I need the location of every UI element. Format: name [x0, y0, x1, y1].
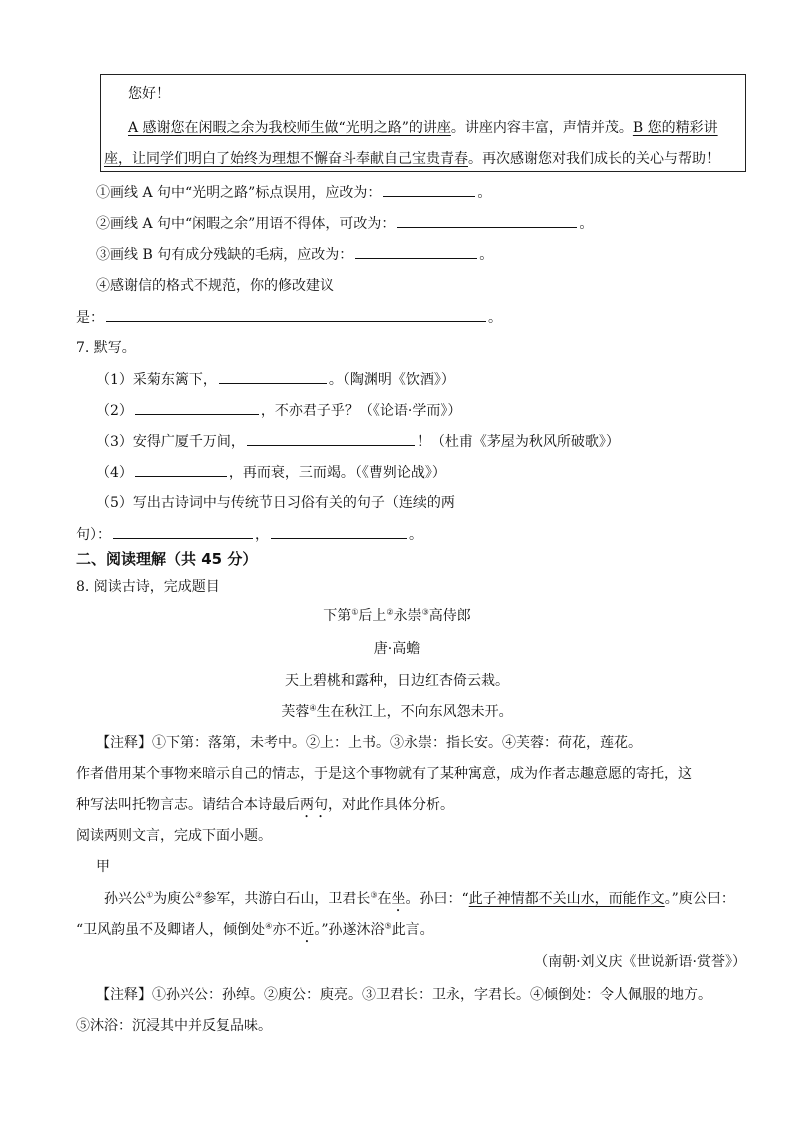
q6-sub1: [96, 182, 491, 203]
note-marker: ④: [309, 703, 317, 713]
prose-text: 孙兴公: [104, 891, 146, 907]
poem-title-part: 后上: [358, 608, 387, 624]
answer-blank[interactable]: [355, 244, 477, 259]
q7-title: 7. 默写。: [76, 340, 136, 356]
q7-item5: （5）写出古诗词中与传统节日习俗有关的句子（连续的两: [96, 495, 455, 511]
period: 。: [488, 310, 502, 326]
prose-text: 亦不: [272, 922, 301, 938]
prose-text: 为庾公: [153, 891, 196, 907]
q7-item5-cont: [76, 524, 423, 545]
note-marker: ②: [386, 607, 394, 617]
period: 。: [579, 216, 594, 232]
q7-item5-label: 句）：: [76, 527, 111, 543]
q7-item3-text: （3）安得广厦千万间，: [96, 434, 245, 450]
prose-line-1: [104, 889, 735, 915]
note-marker: ③: [421, 607, 429, 617]
period: 。: [409, 527, 423, 543]
q7-item1-text: （1）采菊东篱下，: [96, 372, 217, 388]
q7-item1-source: 。（陶渊明《饮酒》）: [328, 372, 455, 388]
answer-blank[interactable]: [397, 213, 577, 228]
prose-text: 。孙曰：“: [405, 891, 469, 907]
emphasis-text: 坐: [391, 891, 406, 907]
q7-item2: [96, 400, 461, 421]
answer-blank[interactable]: [383, 182, 475, 197]
answer-blank[interactable]: [135, 462, 227, 477]
poem-title-part: 永崇: [393, 608, 422, 624]
q6-sub3-text: ③画线 B 句有成分残缺的毛病，应改为：: [96, 247, 354, 263]
prose-text: “卫风韵虽不及卿诸人，倾倒处: [76, 922, 266, 938]
q7-item2-num: （2）: [96, 403, 133, 419]
q6-sub1-text: ①画线 A 句中“光明之路”标点误用，应改为：: [96, 185, 382, 201]
emphasis-text: 近: [300, 922, 315, 938]
prose-text: 参军，共游白石山，卫君长: [202, 891, 371, 907]
prose-line-2: [76, 920, 434, 946]
sentence-b-part2: 座，让同学们明白了始终为理想不懈奋斗奉献自己宝贵青春: [104, 151, 468, 167]
q6-sub4-cont: [76, 307, 502, 328]
q7-item1: [96, 369, 455, 390]
section-title: 二、阅读理解（共 45 分）: [76, 550, 258, 568]
q6-sub2: [96, 213, 593, 234]
poem-line-1: 天上碧桃和露种，日边红杏倚云栽。: [285, 673, 509, 689]
q6-sub4: ④感谢信的格式不规范，你的修改建议: [96, 278, 334, 294]
prose-text: 此言。: [391, 922, 434, 938]
answer-blank[interactable]: [219, 369, 327, 384]
poem-line-2: [0, 702, 794, 722]
answer-blank[interactable]: [271, 524, 407, 539]
answer-blank[interactable]: [135, 400, 259, 415]
q7-item3-source: ！（杜甫《茅屋为秋风所破歌》）: [416, 434, 620, 450]
q7-item2-text: ，不亦君子乎？（《论语·学而》）: [260, 403, 462, 419]
q7-item4-text: ，再而衰，三而竭。（《曹刿论战》）: [228, 465, 446, 481]
prose-text: 在: [377, 891, 392, 907]
letter-text: 。再次感谢您对我们成长的关心与帮助！: [468, 151, 720, 167]
prose-notes-1: 【注释】①孙兴公：孙绰。②庾公：庾亮。③卫君长：卫永，字君长。④倾倒处：令人佩服的地方。: [96, 987, 712, 1003]
note-marker: ①: [146, 890, 154, 900]
period: 。: [477, 185, 492, 201]
q8-question-1: 作者借用某个事物来暗示自己的情志，于是这个事物就有了某种寓意，成为作者志趣意愿的寄托，这: [76, 766, 692, 782]
prose-label-jia: 甲: [96, 859, 110, 875]
sentence-a-part1: A 感谢您在闲暇之余为我校师生做“光明之路”的讲座: [128, 120, 451, 136]
poem-author: 唐·高蟾: [373, 641, 421, 657]
letter-greeting: 您好！: [128, 86, 170, 102]
prose-intro: 阅读两则文言，完成下面小题。: [76, 828, 272, 844]
q7-item3: [96, 431, 620, 452]
q6-sub2-text: ②画线 A 句中“闲暇之余”用语不得体，可改为：: [96, 216, 396, 232]
sentence-b-part1: B 您的精彩讲: [632, 120, 718, 136]
letter-text: 。讲座内容丰富，声情并茂。: [450, 120, 633, 136]
letter-line-1: [128, 118, 718, 138]
prose-notes-2: ⑤沐浴：沉浸其中并反复品味。: [76, 1018, 272, 1034]
q7-item4-num: （4）: [96, 465, 133, 481]
note-marker: ③: [370, 890, 378, 900]
answer-blank[interactable]: [113, 524, 253, 539]
prose-text: 。”孙遂沐浴: [314, 922, 385, 938]
note-marker: ①: [351, 607, 359, 617]
prose-text: 。”庾公曰：: [664, 891, 735, 907]
comma: ，: [255, 527, 269, 543]
q6-sub3: [96, 244, 493, 265]
prose-source: （南朝·刘义庆《世说新语·赏誉》）: [534, 954, 746, 970]
underlined-sentence: 此子神情都不关山水，而能作文: [468, 891, 665, 907]
poem-title-part: 高侍郎: [428, 608, 471, 624]
answer-blank[interactable]: [247, 431, 415, 446]
poem-text: 芙蓉: [281, 704, 310, 720]
note-marker: ②: [195, 890, 203, 900]
emphasis-text: 两句: [300, 797, 328, 813]
note-marker: ⑤: [384, 921, 392, 931]
poem-text: 生在秋江上，不向东风怨未开。: [316, 704, 513, 720]
letter-line-2: [104, 149, 720, 169]
note-marker: ④: [265, 921, 273, 931]
question-text: ，对此作具体分析。: [328, 797, 454, 813]
q6-sub4-label: 是：: [76, 310, 104, 326]
question-text: 种写法叫托物言志。请结合本诗最后: [76, 797, 300, 813]
poem-title: [0, 606, 794, 626]
answer-blank[interactable]: [106, 307, 486, 322]
q8-question-2: [76, 795, 454, 821]
q7-item4: [96, 462, 446, 483]
period: 。: [479, 247, 494, 263]
q8-title: 8. 阅读古诗，完成题目: [76, 579, 220, 595]
poem-title-part: 下第: [323, 608, 352, 624]
poem-notes: 【注释】①下第：落第，未考中。②上：上书。③永崇：指长安。④芙蓉：荷花，莲花。: [96, 735, 642, 751]
